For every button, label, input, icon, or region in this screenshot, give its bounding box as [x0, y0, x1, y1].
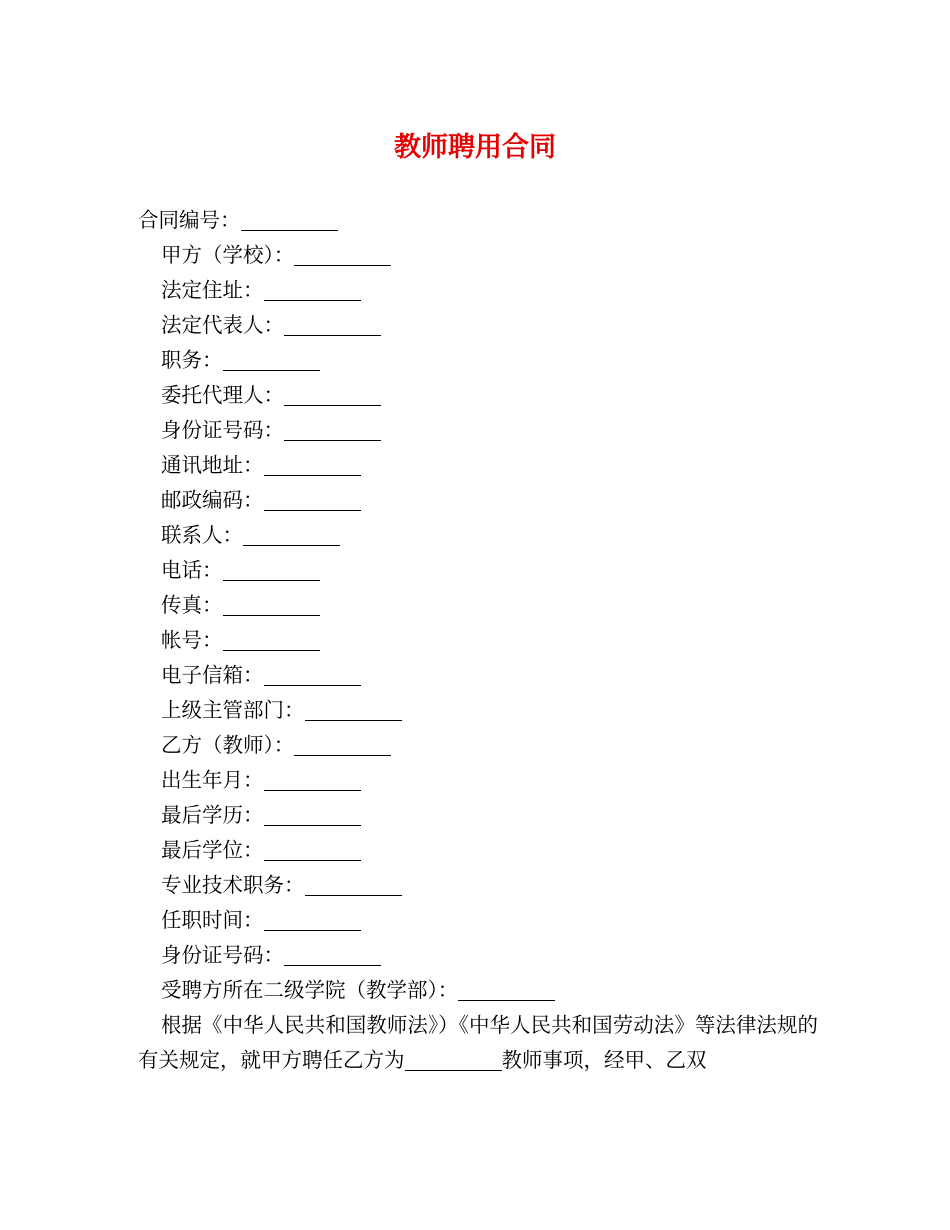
field-blank — [458, 976, 555, 1001]
field-label: 上级主管部门： — [161, 698, 305, 722]
field-line — [138, 798, 818, 833]
field-blank — [284, 381, 381, 406]
field-line — [138, 868, 818, 903]
field-label: 职务： — [161, 348, 223, 372]
field-label: 最后学位： — [161, 838, 264, 862]
field-label: 传真： — [161, 593, 223, 617]
contract-number-blank — [241, 206, 338, 231]
field-label: 甲方（学校）： — [161, 243, 295, 267]
field-line — [138, 588, 818, 623]
field-line — [138, 308, 818, 343]
field-blank — [223, 556, 320, 581]
field-line — [138, 693, 818, 728]
field-line — [138, 728, 818, 763]
field-blank — [264, 486, 361, 511]
field-label: 任职时间： — [161, 908, 264, 932]
field-line — [138, 518, 818, 553]
field-blank — [284, 941, 381, 966]
field-label: 法定代表人： — [161, 313, 284, 337]
field-label: 最后学历： — [161, 803, 264, 827]
field-blank — [264, 276, 361, 301]
field-blank — [284, 311, 381, 336]
paragraph-text-part1: 根据《中华人民共和国教师法》）《中华人民共和国劳动法》等法律法规的有关规定，就甲方聘任乙方为 — [138, 1013, 818, 1072]
field-blank — [264, 661, 361, 686]
document-title: 教师聘用合同 — [394, 132, 556, 163]
field-label: 邮政编码： — [161, 488, 264, 512]
field-blank — [294, 731, 391, 756]
field-line — [138, 938, 818, 973]
field-blank — [264, 836, 361, 861]
field-line — [138, 448, 818, 483]
field-line — [138, 483, 818, 518]
field-blank — [243, 521, 340, 546]
field-line — [138, 378, 818, 413]
contract-number-line — [138, 203, 818, 238]
field-line — [138, 763, 818, 798]
field-list — [138, 238, 818, 1008]
intro-paragraph — [138, 1008, 818, 1078]
teacher-position-blank — [405, 1046, 502, 1071]
contract-number-label: 合同编号： — [138, 208, 241, 232]
field-blank — [284, 416, 381, 441]
field-line — [138, 343, 818, 378]
field-label: 联系人： — [161, 523, 243, 547]
field-line — [138, 903, 818, 938]
field-blank — [264, 766, 361, 791]
field-label: 帐号： — [161, 628, 223, 652]
field-label: 委托代理人： — [161, 383, 284, 407]
field-line — [138, 553, 818, 588]
field-blank — [305, 871, 402, 896]
field-blank — [294, 241, 391, 266]
field-label: 法定住址： — [161, 278, 264, 302]
field-line — [138, 833, 818, 868]
field-blank — [223, 346, 320, 371]
field-label: 身份证号码： — [161, 418, 284, 442]
field-label: 专业技术职务： — [161, 873, 305, 897]
field-label: 电子信箱： — [161, 663, 264, 687]
field-line — [138, 273, 818, 308]
field-label: 电话： — [161, 558, 223, 582]
field-blank — [264, 451, 361, 476]
field-blank — [305, 696, 402, 721]
field-blank — [264, 801, 361, 826]
field-line — [138, 623, 818, 658]
paragraph-text-part2: 教师事项，经甲、乙双 — [501, 1048, 707, 1072]
field-blank — [223, 591, 320, 616]
field-blank — [264, 906, 361, 931]
field-label: 出生年月： — [161, 768, 264, 792]
field-line — [138, 413, 818, 448]
field-label: 受聘方所在二级学院（教学部）： — [161, 978, 459, 1002]
document-body — [138, 203, 818, 1078]
field-blank — [223, 626, 320, 651]
field-label: 乙方（教师）： — [161, 733, 295, 757]
field-line — [138, 973, 818, 1008]
field-label: 身份证号码： — [161, 943, 284, 967]
field-label: 通讯地址： — [161, 453, 264, 477]
field-line — [138, 658, 818, 693]
field-line — [138, 238, 818, 273]
